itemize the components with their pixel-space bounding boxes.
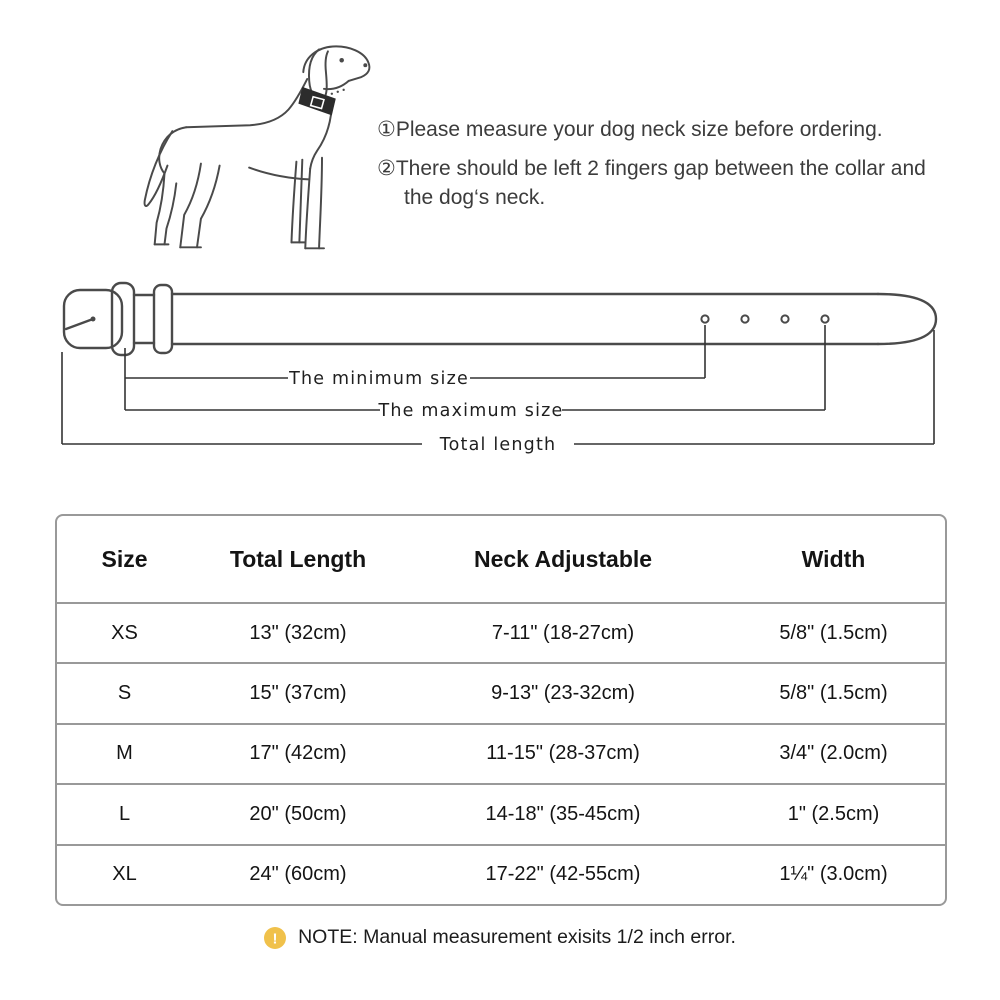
table-row-l (57, 783, 945, 843)
table-header-size: Size (101, 545, 148, 572)
buckle-prong (66, 319, 93, 329)
table-header-row (57, 516, 945, 602)
table-cell: S (117, 682, 132, 705)
dog-collar-band (298, 87, 335, 116)
max-size-label: The maximum size (378, 401, 564, 421)
table-row-xl (57, 844, 945, 904)
table-cell: 15" (37cm) (249, 682, 347, 705)
table-cell: 17-22" (42-55cm) (485, 863, 641, 886)
table-cell: 3/4" (2.0cm) (779, 742, 888, 765)
exclamation-icon (264, 927, 286, 949)
svg-text:!: ! (272, 930, 278, 947)
min-size-label: The minimum size (289, 369, 469, 389)
note (0, 926, 1000, 949)
table-cell: 13" (32cm) (249, 621, 347, 644)
table-row-xs (57, 602, 945, 662)
dog-eye (339, 58, 344, 63)
table-cell: 1" (2.5cm) (787, 802, 880, 825)
table-cell: XL (112, 863, 137, 886)
table-cell: 20" (50cm) (249, 802, 347, 825)
table-header-neck-adjustable: Neck Adjustable (473, 545, 653, 572)
strap-tip (878, 294, 936, 344)
table-row-s (57, 662, 945, 722)
table-header-total-length: Total Length (229, 545, 367, 572)
table-cell: L (118, 802, 131, 825)
table-cell: 7-11" (18-27cm) (491, 621, 635, 644)
table-cell: M (116, 742, 133, 765)
table-cell: 9-13" (23-32cm) (491, 682, 635, 705)
instruction-line-1: ①Please measure your dog neck size before ordering. (377, 118, 883, 141)
table-cell: 5/8" (1.5cm) (779, 682, 888, 705)
keeper-loop (154, 285, 172, 353)
table-cell: 1¼" (3.0cm) (779, 863, 888, 886)
instruction-line-2: ②There should be left 2 fingers gap between the collar and the dog‘s neck. (377, 157, 926, 209)
table-header-width: Width (801, 545, 866, 572)
note-text: NOTE: Manual measurement exisits 1/2 inch error. (298, 926, 736, 948)
table-cell: 24" (60cm) (249, 863, 347, 886)
table-cell: 11-15" (28-37cm) (486, 742, 640, 765)
collar-diagram (0, 268, 1000, 480)
table-row-m (57, 723, 945, 783)
table-cell: XS (111, 621, 138, 644)
table-cell: 14-18" (35-45cm) (485, 802, 641, 825)
table-cell: 17" (42cm) (249, 742, 347, 765)
dog-illustration (70, 10, 385, 272)
strap-holes (701, 315, 828, 322)
size-table (55, 514, 947, 906)
total-length-label: Total length (439, 435, 557, 455)
instructions (377, 115, 932, 222)
table-cell: 5/8" (1.5cm) (779, 621, 888, 644)
